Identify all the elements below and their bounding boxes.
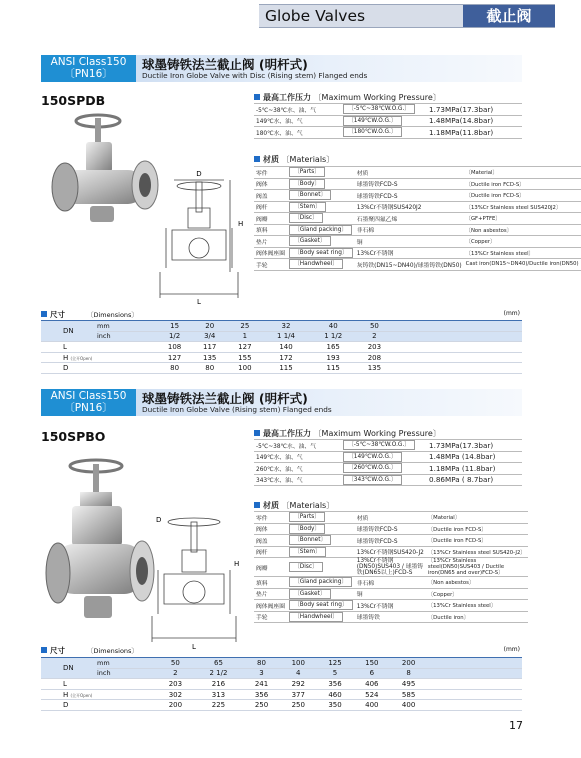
materials-table: [254, 511, 528, 623]
materials-heading: 材质 〔Materials〕: [254, 154, 334, 165]
class-badge: ANSI Class150 〔PN16〕: [41, 55, 136, 82]
section-title: 球墨铸铁法兰截止阀 (明杆式): [142, 57, 308, 72]
pressure-row: 149℃水、油、气 〔149℃W.O.G.〕 1.48MPa (14.8bar): [254, 451, 522, 463]
class-badge: ANSI Class150 〔PN16〕: [41, 389, 136, 416]
valve-drawing: [158, 168, 248, 308]
pressure-heading: 最高工作压力 〔Maximum Working Pressure〕: [254, 92, 441, 103]
dimensions-heading: 尺寸 〔Dimensions〕 (mm): [41, 645, 522, 655]
material-row: 阀盖 〔Bonnet〕 球墨铸铁FCD-S 〔Ductile iron FCD-S〕: [254, 535, 528, 547]
pressure-row: 149℃水、油、气 〔149℃W.O.G.〕 1.48MPa(14.8bar): [254, 115, 522, 127]
dim-label-h: H: [238, 220, 244, 228]
material-row: 零件 〔Parts〕 材质 〔Material〕: [254, 167, 581, 179]
material-row: 阀体阀座圈 〔Body seat ring〕 13%Cr不锈钢 〔13%Cr Stainless steel〕: [254, 247, 581, 259]
valve-drawing: [150, 508, 242, 653]
page-number: 17: [509, 719, 523, 732]
pressure-table: [254, 103, 522, 139]
dim-label-h: H: [234, 560, 240, 568]
material-row: 手轮 〔Handwheel〕 球墨铸铁 〔Ductile iron〕: [254, 611, 528, 623]
material-row: 填料 〔Gland packing〕 非石棉 〔Non asbestos〕: [254, 224, 581, 236]
section-subtitle: Ductile Iron Globe Valve (Rising stem) Flanged ends: [142, 405, 332, 414]
section-subtitle: Ductile Iron Globe Valve with Disc (Rising stem) Flanged ends: [142, 71, 368, 80]
dimensions-table: DN mm 50 65 80 100 125 150 200 inch 2 2 1/2 3 4 5 6 8 L 203 216 241 292 356 406 495 H (全开Open) 302 313 356 377 460 524 585 D 200 225 250 250 350 400 400: [41, 657, 522, 711]
pressure-row: 180℃水、油、气 〔180℃W.O.G.〕 1.18MPa(11.8bar): [254, 127, 522, 139]
pressure-row: 343℃水、油、气 〔343℃W.O.G.〕 0.86MPa ( 8.7bar): [254, 474, 522, 486]
section-title: 球墨铸铁法兰截止阀 (明杆式): [142, 391, 308, 406]
dimension-row: D 200 225 250 250 350 400 400: [41, 700, 522, 711]
pressure-row: -5℃~38℃水、油、气 〔-5℃~38℃W.O.G.〕 1.73MPa(17.3bar): [254, 440, 522, 452]
section-header: [41, 55, 522, 82]
dimensions-heading: 尺寸 〔Dimensions〕 (mm): [41, 309, 522, 319]
material-row: 填料 〔Gland packing〕 非石棉 〔Non asbestos〕: [254, 577, 528, 589]
material-row: 阀杆 〔Stem〕 13%Cr不锈钢SUS420-J2 〔13%Cr Stainless steel SUS420-J2〕: [254, 546, 528, 558]
pressure-row: 260℃水、油、气 〔260℃W.O.G.〕 1.18MPa (11.8bar): [254, 463, 522, 475]
dim-label-d: D: [156, 516, 162, 524]
header-title-cn: 截止阀: [463, 5, 555, 27]
dimension-row: H (全开Open) 302 313 356 377 460 524 585: [41, 689, 522, 700]
dimensions-table: DN mm 15 20 25 32 40 50 inch 1/2 3/4 1 1 1/4 1 1/2 2 L 108 117 127 140 165 203 H (全开Open) 127 135 155 172 193 208 D 80 80 100 115 115 135: [41, 320, 522, 374]
page-header: [259, 4, 555, 28]
valve-photo: [44, 458, 156, 633]
pressure-heading: 最高工作压力 〔Maximum Working Pressure〕: [254, 428, 441, 439]
material-row: 阀体阀座圈 〔Body seat ring〕 13%Cr不锈钢 〔13%Cr Stainless steel〕: [254, 600, 528, 612]
dim-label-l: L: [197, 298, 201, 306]
material-row: 手轮 〔Handwheel〕 灰铸铁(DN15~DN40)/球墨铸铁(DN50) Cast iron(DN15~DN40)/Ductile iron(DN50): [254, 259, 581, 271]
material-row: 阀瓣 〔Disc〕 13%Cr不锈钢(DN50)SUS403 / 球墨铸铁(DN65以上)FCD-S 〔13%Cr Stainless steel(DN50)SUS403 / Ductile iron(DN65 and over)FCD-S〕: [254, 558, 528, 577]
dimension-row: H (全开Open) 127 135 155 172 193 208: [41, 352, 522, 363]
dim-label-l: L: [192, 643, 196, 651]
pressure-row: -5℃~38℃水、油、气 〔-5℃~38℃W.O.G.〕 1.73MPa(17.3bar): [254, 104, 522, 116]
dimension-row: L 108 117 127 140 165 203: [41, 342, 522, 353]
section-header: [41, 389, 522, 416]
dimension-row: D 80 80 100 115 115 135: [41, 363, 522, 374]
material-row: 阀体 〔Body〕 球墨铸铁FCD-S 〔Ductile iron FCD-S〕: [254, 523, 528, 535]
header-title: Globe Valves: [265, 7, 366, 25]
material-row: 阀杆 〔Stem〕 13%Cr不锈钢SUS420J2 〔13%Cr Stainless steel SUS420J2〕: [254, 201, 581, 213]
pressure-table: [254, 439, 522, 486]
material-row: 阀盖 〔Bonnet〕 球墨铸铁FCD-S 〔Ductile iron FCD-S〕: [254, 190, 581, 202]
material-row: 垫片 〔Gasket〕 铜 〔Copper〕: [254, 588, 528, 600]
model-code: 150SPBO: [41, 429, 106, 444]
model-code: 150SPDB: [41, 93, 106, 108]
materials-table: [254, 166, 581, 271]
materials-heading: 材质 〔Materials〕: [254, 500, 334, 511]
dimension-row: L 203 216 241 292 356 406 495: [41, 679, 522, 690]
material-row: 零件 〔Parts〕 材质 〔Material〕: [254, 512, 528, 524]
valve-photo: [50, 112, 162, 227]
material-row: 阀瓣 〔Disc〕 石墨聚四氟乙烯 〔GF+PTFE〕: [254, 213, 581, 225]
material-row: 阀体 〔Body〕 球墨铸铁FCD-S 〔Ductile iron FCD-S〕: [254, 178, 581, 190]
dim-label-d: D: [196, 170, 202, 178]
material-row: 垫片 〔Gasket〕 铜 〔Copper〕: [254, 236, 581, 248]
